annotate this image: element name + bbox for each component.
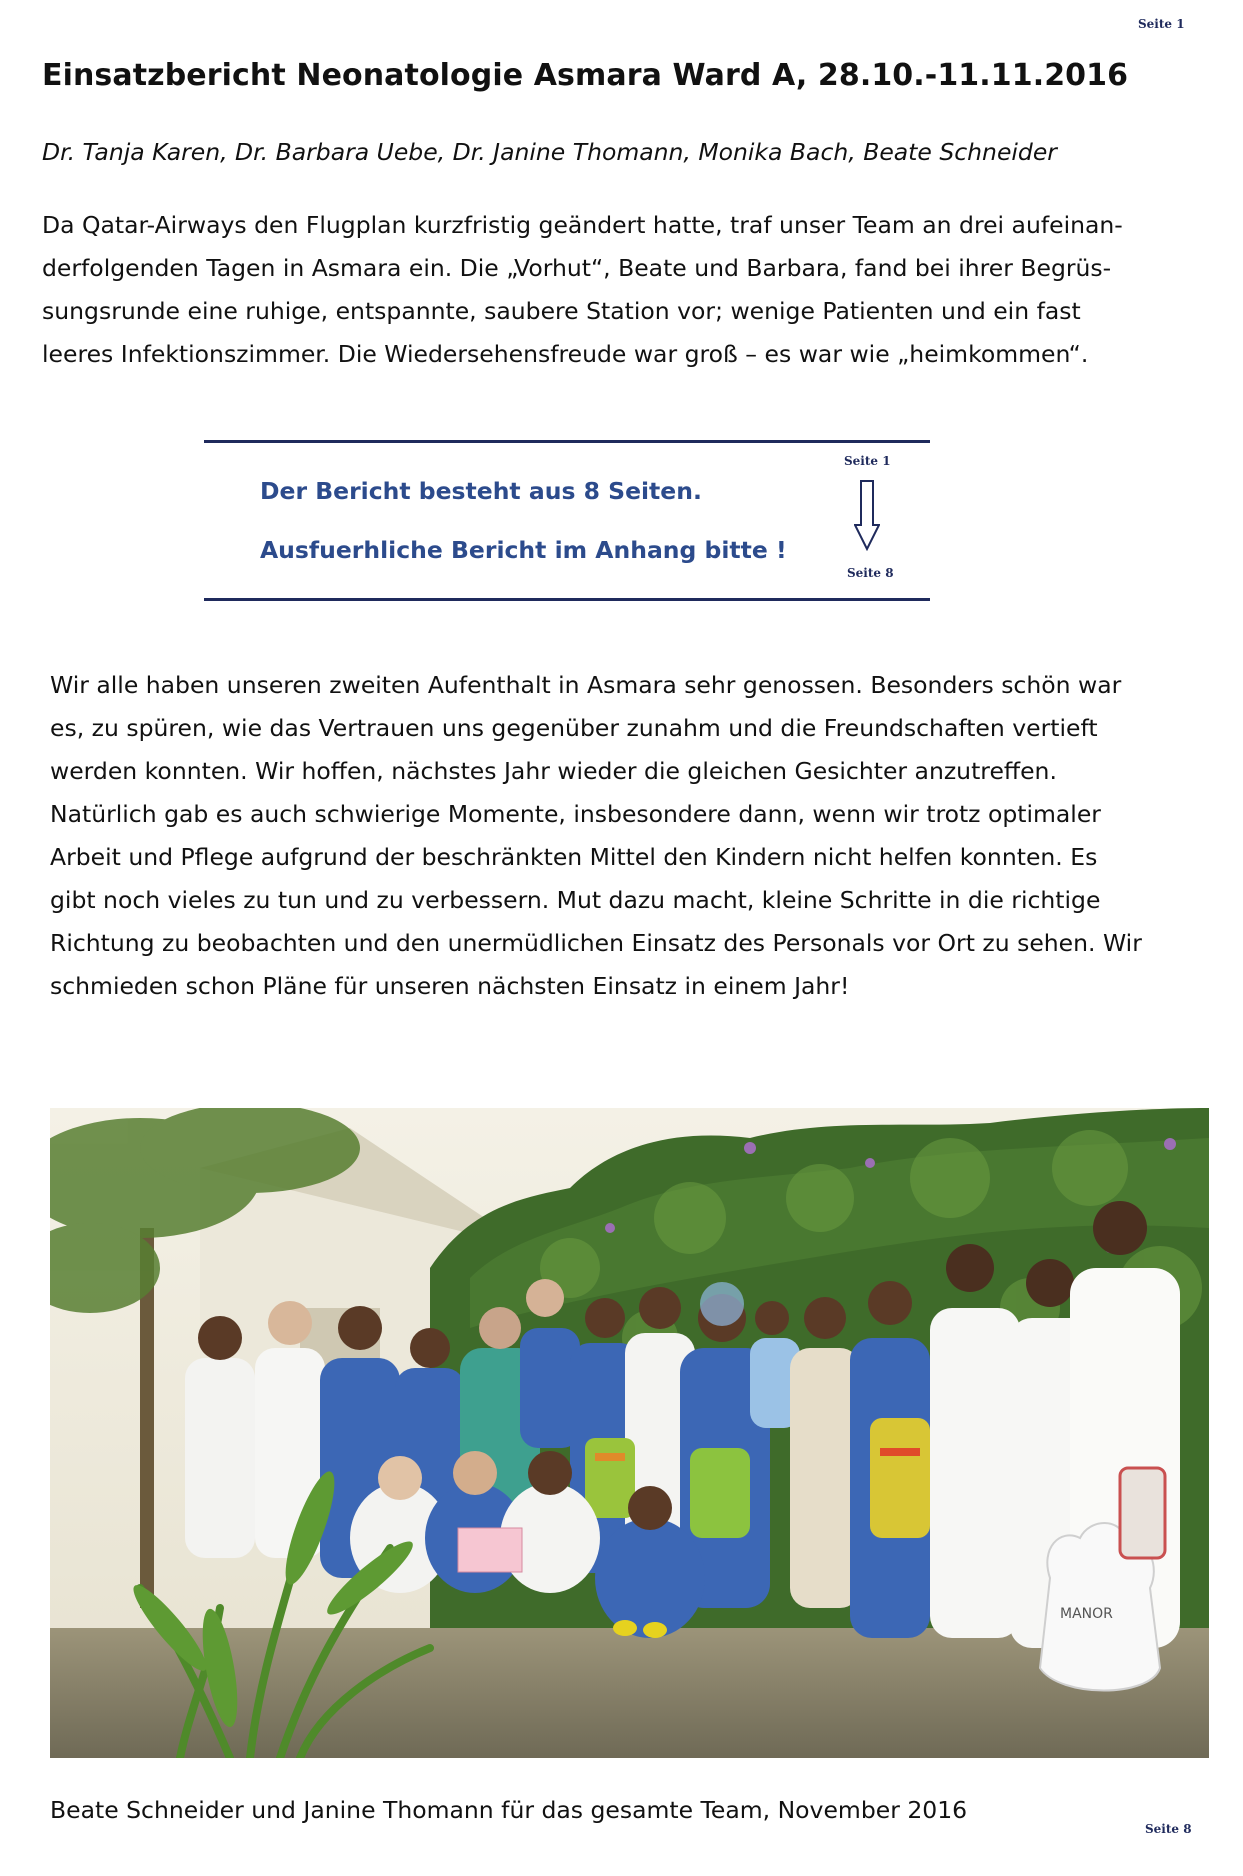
intro-line: derfolgenden Tagen in Asmara ein. Die „Vorhut“, Beate und Barbara, fand bei ihrer Begrüs-: [42, 254, 1112, 282]
body-line: Natürlich gab es auch schwierige Momente, insbesondere dann, wenn wir trotz optimaler: [50, 800, 1101, 828]
body-line: werden konnten. Wir hoffen, nächstes Jahr wieder die gleichen Gesichter anzutreffen.: [50, 757, 1057, 785]
body-line: gibt noch vieles zu tun und zu verbessern. Mut dazu macht, kleine Schritte in die richtige: [50, 886, 1101, 914]
body-line: schmieden schon Pläne für unseren nächsten Einsatz in einem Jahr!: [50, 972, 850, 1000]
body-line: Arbeit und Pflege aufgrund der beschränkten Mittel den Kindern nicht helfen konnten. Es: [50, 843, 1098, 871]
document-title: Einsatzbericht Neonatologie Asmara Ward A, 28.10.-11.11.2016: [42, 58, 1129, 93]
team-photo-illustration: [50, 1108, 1209, 1758]
intro-line: leeres Infektionszimmer. Die Wiedersehensfreude war groß – es war wie „heimkommen“.: [42, 340, 1089, 368]
down-arrow-icon: [854, 479, 880, 551]
team-photo: [50, 1108, 1209, 1758]
author-list: Dr. Tanja Karen, Dr. Barbara Uebe, Dr. Janine Thomann, Monika Bach, Beate Schneider: [42, 138, 1057, 166]
notice-from-page: Seite 1: [844, 454, 891, 468]
body-line: es, zu spüren, wie das Vertrauen uns gegenüber zunahm und die Freundschaften vertieft: [50, 714, 1098, 742]
intro-line: sungsrunde eine ruhige, entspannte, saubere Station vor; wenige Patienten und ein fast: [42, 297, 1081, 325]
page-number-top: Seite 1: [1138, 17, 1185, 31]
notice-to-page: Seite 8: [847, 566, 894, 580]
body-line: Richtung zu beobachten und den unermüdlichen Einsatz des Personals vor Ort zu sehen. Wir: [50, 929, 1142, 957]
notice-line-attachment: Ausfuerhliche Bericht im Anhang bitte !: [260, 536, 787, 564]
body-line: Wir alle haben unseren zweiten Aufenthalt in Asmara sehr genossen. Besonders schön war: [50, 671, 1122, 699]
notice-line-pages: Der Bericht besteht aus 8 Seiten.: [260, 477, 702, 505]
photo-caption: Beate Schneider und Janine Thomann für das gesamte Team, November 2016: [50, 1796, 968, 1824]
page-number-bottom: Seite 8: [1145, 1822, 1192, 1836]
body-paragraph: [50, 664, 1142, 1008]
intro-paragraph: [42, 204, 1123, 376]
page-count-notice: [204, 440, 930, 601]
bag-brand-text: MANOR: [1060, 1606, 1113, 1622]
intro-line: Da Qatar-Airways den Flugplan kurzfristig geändert hatte, traf unser Team an drei aufeinan-: [42, 211, 1123, 239]
